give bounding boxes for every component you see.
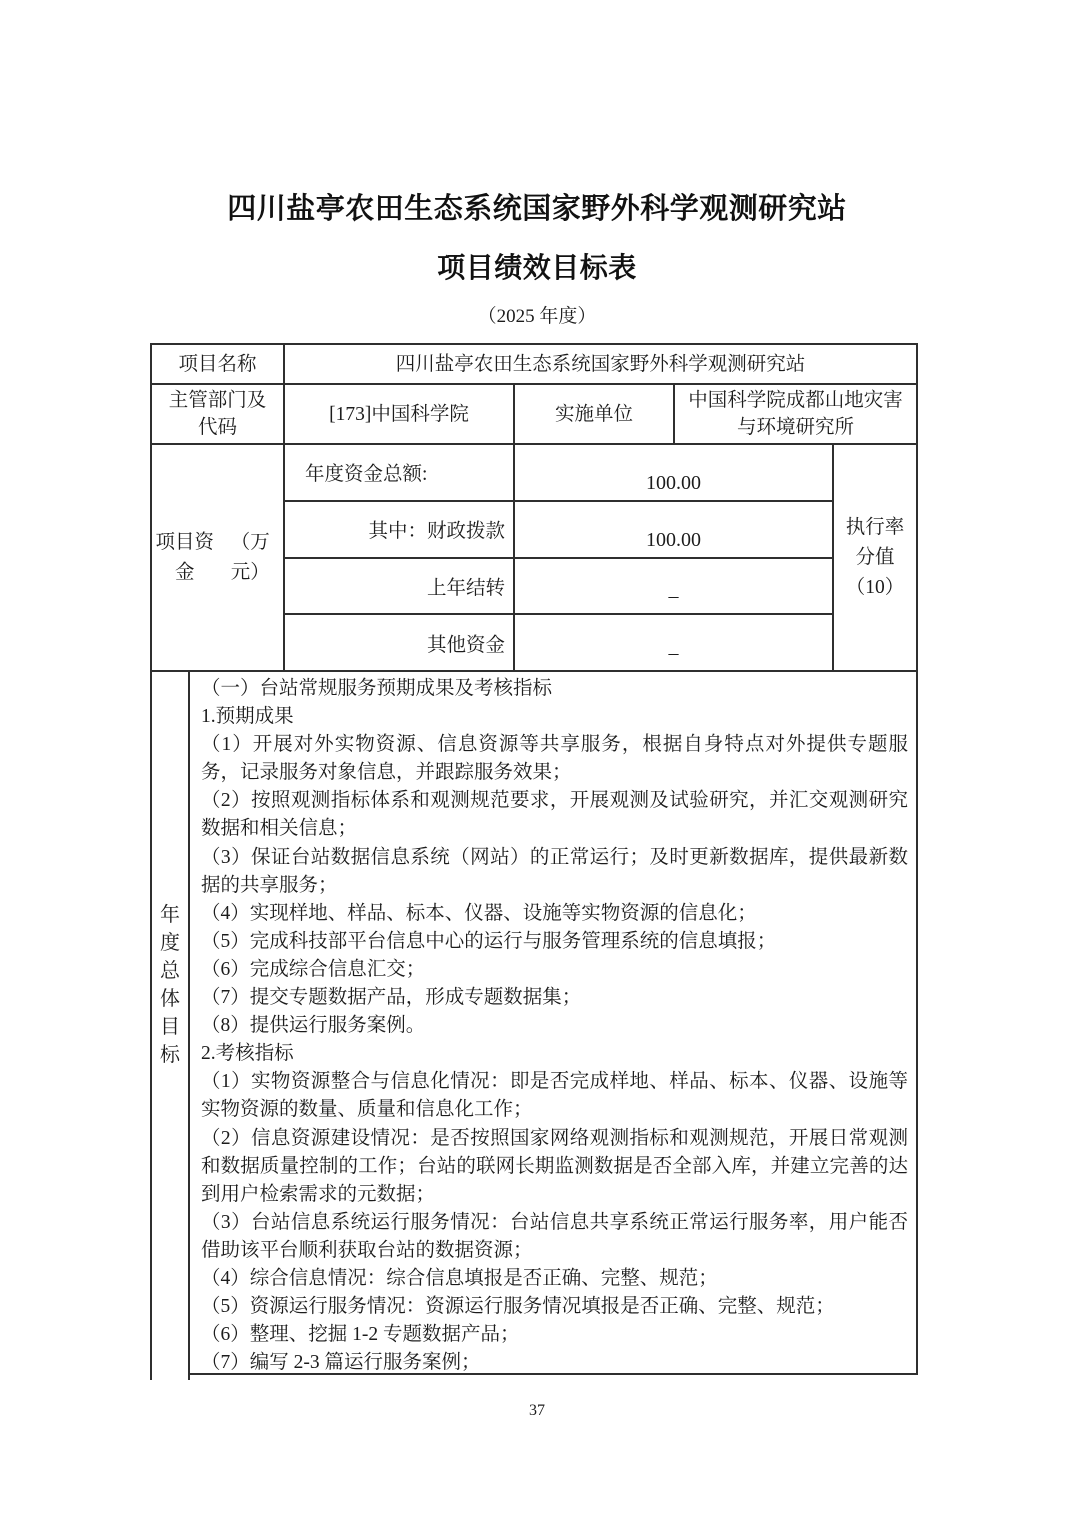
goal-paragraph: （7）编写 2-3 篇运行服务案例； [201, 1352, 481, 1374]
funding-label-line1: 项目资金 [155, 531, 214, 583]
execution-rate-score [834, 445, 918, 672]
goal-paragraph: （1）实物资源整合与信息化情况：即是否完成样地、样品、标本、仪器、设施等实物资源的数量、质量和信息化工作； [201, 1071, 908, 1121]
funding-grid [285, 445, 834, 672]
goal-paragraph: （1）开展对外实物资源、信息资源等共享服务，根据自身特点对外提供专题服务，记录服务对象信息，并跟踪服务效果； [201, 734, 908, 784]
funding-carryover-label: 上年结转 [285, 559, 515, 614]
funding-row-other [285, 615, 834, 672]
funding-fiscal-label: 其中：财政拨款 [285, 502, 515, 557]
funding-other-label: 其他资金 [285, 615, 515, 670]
annual-goal-label-char3: 总 [160, 959, 180, 982]
goal-paragraph: （2）按照观测指标体系和观测规范要求，开展观测及试验研究，并汇交观测研究数据和相关信息； [201, 790, 908, 840]
performance-target-table [150, 343, 918, 1375]
funding-carryover-value: – [515, 559, 834, 614]
funding-row-fiscal [285, 502, 834, 559]
execution-rate-line2: 分值 [855, 546, 895, 568]
impl-unit-label: 实施单位 [515, 385, 675, 445]
doc-year-note: （2025 年度） [477, 306, 597, 327]
goal-paragraph: （8）提供运行服务案例。 [201, 1015, 426, 1037]
row-project-name [152, 345, 918, 385]
execution-rate-line1: 执行率 [845, 516, 905, 538]
annual-goal-label-char6: 标 [160, 1043, 180, 1066]
impl-unit-value-line2: 与环境研究所 [736, 417, 854, 438]
goal-paragraph: （6）整理、挖掘 1-2 专题数据产品； [201, 1324, 520, 1346]
annual-goal-label-char1: 年 [160, 903, 180, 926]
goal-paragraph: （5）完成科技部平台信息中心的运行与服务管理系统的信息填报； [201, 930, 777, 952]
funding-total-label: 年度资金总额: [285, 445, 515, 500]
execution-rate-line3: （10） [845, 576, 905, 598]
project-name-value: 四川盐亭农田生态系统国家野外科学观测研究站 [285, 345, 918, 385]
goal-paragraph: （6）完成综合信息汇交； [201, 958, 426, 980]
goal-paragraph: （4）实现样地、样品、标本、仪器、设施等实物资源的信息化； [201, 902, 757, 924]
department-label [152, 385, 285, 445]
funding-label-line2: （万元） [230, 531, 270, 583]
goal-paragraph: （3）台站信息系统运行服务情况：台站信息共享系统正常运行服务率，用户能否借助该平台顺利获取台站的数据资源； [201, 1211, 908, 1261]
annual-goal-label [152, 672, 190, 1375]
annual-goal-label-char5: 目 [160, 1015, 180, 1038]
department-label-line1: 主管部门及 [168, 390, 267, 411]
row-department [152, 385, 918, 445]
page-number: 37 [529, 1402, 545, 1419]
department-value: [173]中国科学院 [285, 385, 515, 445]
funding-row-carryover [285, 559, 834, 616]
department-label-line2: 代码 [197, 417, 237, 438]
goal-paragraph: （5）资源运行服务情况：资源运行服务情况填报是否正确、完整、规范； [201, 1296, 835, 1318]
funding-label [152, 445, 285, 672]
doc-subtitle: 项目绩效目标表 [437, 252, 637, 283]
funding-total-value: 100.00 [515, 445, 834, 500]
funding-other-value: – [515, 615, 834, 670]
annual-goal-label-char4: 体 [160, 987, 180, 1010]
impl-unit-value [675, 385, 918, 445]
goal-paragraph: 2.考核指标 [201, 1043, 294, 1065]
impl-unit-value-line1: 中国科学院成都山地灾害 [688, 390, 903, 411]
row-funding [152, 445, 918, 672]
goal-paragraph: （一）台站常规服务预期成果及考核指标 [201, 678, 553, 699]
doc-title: 四川盐亭农田生态系统国家野外科学观测研究站 [227, 193, 847, 225]
annual-goal-label-char2: 度 [160, 931, 180, 954]
goal-paragraph: 1.预期成果 [201, 706, 294, 728]
goal-paragraph: （4）综合信息情况：综合信息填报是否正确、完整、规范； [201, 1267, 718, 1289]
annual-goal-content [190, 672, 918, 1375]
funding-row-total [285, 445, 834, 502]
goal-paragraph: （7）提交专题数据产品，形成专题数据集； [201, 987, 582, 1009]
row-annual-goal [152, 672, 918, 1375]
goal-paragraph: （3）保证台站数据信息系统（网站）的正常运行；及时更新数据库，提供最新数据的共享服务； [201, 846, 908, 896]
funding-fiscal-value: 100.00 [515, 502, 834, 557]
project-name-label: 项目名称 [152, 345, 285, 385]
goal-paragraph: （2）信息资源建设情况：是否按照国家网络观测指标和观测规范，开展日常观测和数据质量控制的工作；台站的联网长期监测数据是否全部入库，并建立完善的达到用户检索需求的元数据； [201, 1127, 908, 1205]
